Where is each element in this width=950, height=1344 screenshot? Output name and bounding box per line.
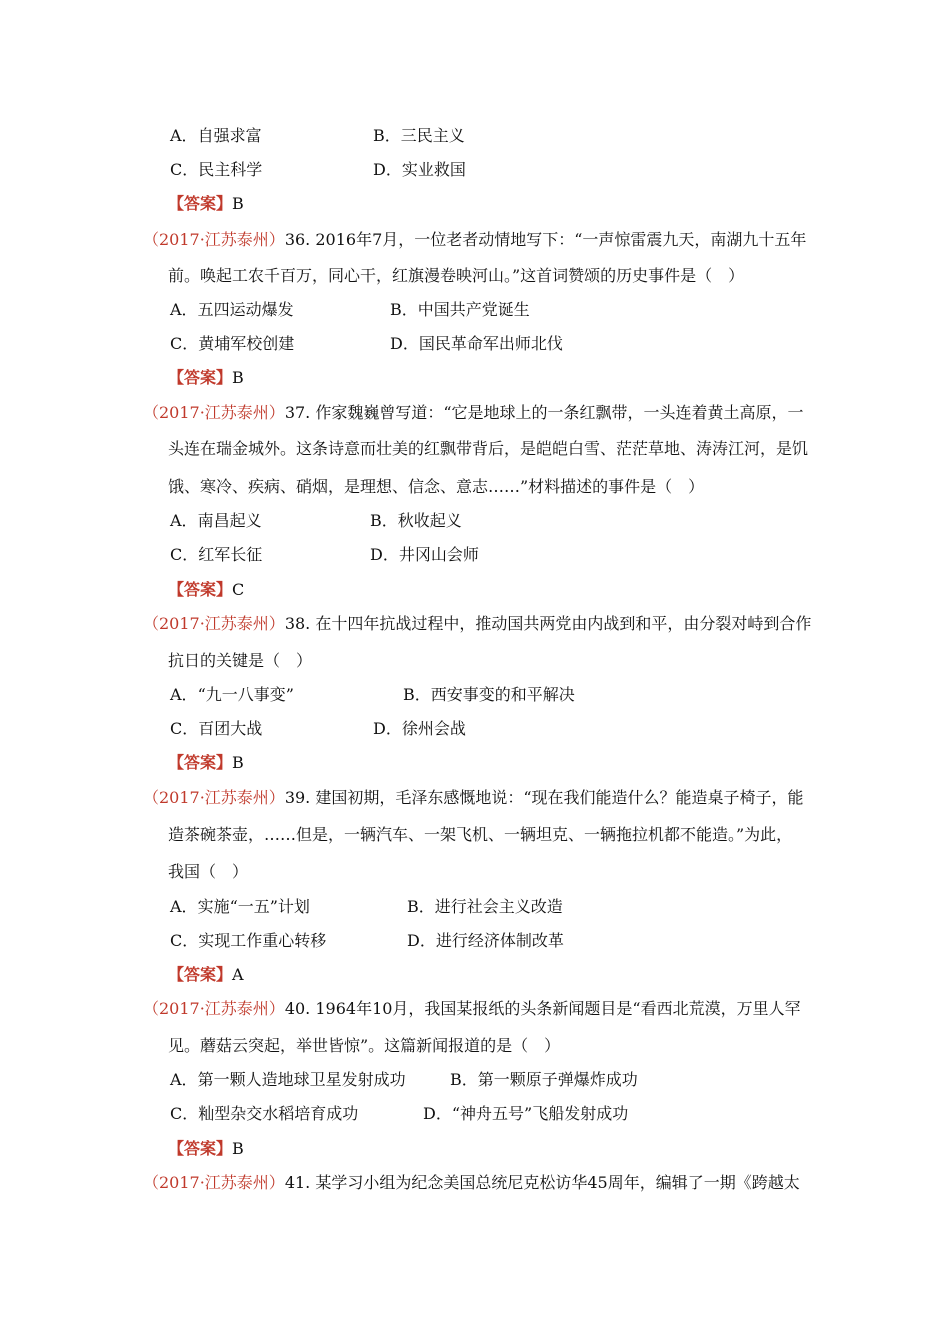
q39-stem-line-2: 造茶碗茶壶，……但是，一辆汽车、一架飞机、一辆坦克、一辆拖拉机都不能造。”为此， — [168, 825, 793, 844]
q36-option-c: C．黄埔军校创建 — [170, 334, 295, 353]
q41-source: （2017·江苏泰州） — [143, 1173, 285, 1192]
q37-stem-line-3: 饿、寒冷、疾病、硝烟，是理想、信念、意志……”材料描述的事件是（ ） — [168, 477, 705, 496]
q40-answer: 【答案】B — [168, 1139, 244, 1158]
q35-option-c: C．民主科学 — [170, 160, 263, 179]
q37-option-a: A．南昌起义 — [170, 511, 262, 530]
q40-option-b: B．第一颗原子弹爆炸成功 — [450, 1070, 638, 1089]
q39-stem-line-1: （2017·江苏泰州）39. 建国初期，毛泽东感慨地说：“现在我们能造什么？能造桌子椅子，能 — [143, 788, 804, 807]
q39-option-a: A．实施“一五”计划 — [170, 897, 310, 916]
q35-answer: 【答案】B — [168, 194, 244, 213]
q36-stem-line-1: （2017·江苏泰州）36. 2016年7月，一位老者动情地写下：“一声惊雷震九天，南湖九十五年 — [143, 230, 807, 249]
q37-option-c: C．红军长征 — [170, 545, 263, 564]
q39-option-d: D．进行经济体制改革 — [407, 931, 564, 950]
q39-source: （2017·江苏泰州） — [143, 788, 285, 807]
q40-stem-line-1: （2017·江苏泰州）40. 1964年10月，我国某报纸的头条新闻题目是“看西北荒漠，万里人罕 — [143, 999, 801, 1018]
q40-option-c: C．籼型杂交水稻培育成功 — [170, 1104, 359, 1123]
q38-option-b: B．西安事变的和平解决 — [403, 685, 575, 704]
q37-answer: 【答案】C — [168, 580, 245, 599]
q37-stem-line-1: （2017·江苏泰州）37. 作家魏巍曾写道：“它是地球上的一条红飘带，一头连着黄土高原，一 — [143, 403, 804, 422]
q38-option-a: A．“九一八事变” — [170, 685, 294, 704]
q37-option-b: B．秋收起义 — [370, 511, 462, 530]
q37-option-d: D．井冈山会师 — [370, 545, 479, 564]
q36-option-a: A．五四运动爆发 — [170, 300, 294, 319]
q36-source: （2017·江苏泰州） — [143, 230, 285, 249]
q40-stem-line-2: 见。蘑菇云突起，举世皆惊”。这篇新闻报道的是（ ） — [168, 1036, 561, 1055]
q38-answer: 【答案】B — [168, 753, 244, 772]
q40-source: （2017·江苏泰州） — [143, 999, 285, 1018]
q36-option-d: D．国民革命军出师北伐 — [390, 334, 563, 353]
q38-source: （2017·江苏泰州） — [143, 614, 285, 633]
q35-option-d: D．实业救国 — [373, 160, 466, 179]
q36-answer: 【答案】B — [168, 368, 244, 387]
q39-answer: 【答案】A — [168, 965, 244, 984]
q38-stem-line-2: 抗日的关键是（ ） — [168, 651, 313, 670]
q37-stem-line-2: 头连在瑞金城外。这条诗意而壮美的红飘带背后，是皑皑白雪、茫茫草地、涛涛江河，是饥 — [168, 439, 809, 458]
q39-option-c: C．实现工作重心转移 — [170, 931, 327, 950]
q38-option-c: C．百团大战 — [170, 719, 263, 738]
q39-option-b: B．进行社会主义改造 — [407, 897, 563, 916]
q41-stem-line-1: （2017·江苏泰州）41. 某学习小组为纪念美国总统尼克松访华45周年，编辑了一期《跨越太 — [143, 1173, 800, 1192]
q35-option-a: A．自强求富 — [170, 126, 262, 145]
q36-stem-line-2: 前。唤起工农千百万，同心干，红旗漫卷映河山。”这首词赞颂的历史事件是（ ） — [168, 266, 745, 285]
q38-stem-line-1: （2017·江苏泰州）38. 在十四年抗战过程中，推动国共两党由内战到和平，由分裂对峙到合作 — [143, 614, 812, 633]
q37-source: （2017·江苏泰州） — [143, 403, 285, 422]
q39-stem-line-3: 我国（ ） — [168, 862, 249, 881]
q38-option-d: D．徐州会战 — [373, 719, 466, 738]
q40-option-a: A．第一颗人造地球卫星发射成功 — [170, 1070, 406, 1089]
q36-option-b: B．中国共产党诞生 — [390, 300, 530, 319]
q40-option-d: D．“神舟五号”飞船发射成功 — [423, 1104, 629, 1123]
q35-option-b: B．三民主义 — [373, 126, 465, 145]
